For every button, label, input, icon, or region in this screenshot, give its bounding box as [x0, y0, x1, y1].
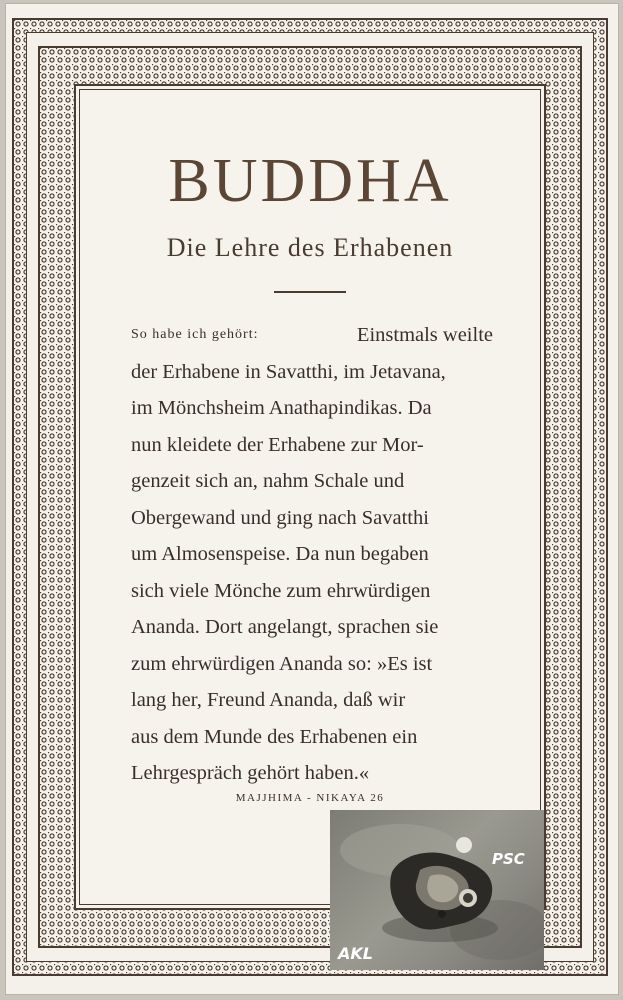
- quote-line: aus dem Munde des Erhabenen ein: [131, 725, 418, 748]
- quote-line: Obergewand und ging nach Savatthi: [131, 506, 429, 529]
- stone-photo-inset: [330, 810, 544, 970]
- text-panel: [74, 84, 546, 910]
- pebble-icon: [456, 837, 472, 853]
- quote-line: um Almosenspeise. Da nun begaben: [131, 543, 429, 565]
- title-divider: [274, 291, 346, 293]
- quote-line: nun kleidete der Erhabene zur Mor-: [131, 433, 424, 456]
- quote-lead: So habe ich gehört:: [131, 327, 259, 342]
- cover-subtitle: Die Lehre des Erhabenen: [166, 233, 454, 262]
- cover-title: BUDDHA: [168, 147, 452, 215]
- quote-line: genzeit sich an, nahm Schale und: [131, 470, 405, 492]
- quote-line-text: Einstmals weilte: [356, 324, 493, 346]
- quote-line: sich viele Mönche zum ehrwürdigen: [131, 579, 431, 602]
- quote-line: Lehrgespräch gehört haben.«: [131, 762, 370, 784]
- quote-line: im Mönchsheim Anathapindikas. Da: [131, 397, 432, 419]
- quote-line: Ananda. Dort angelangt, sprachen sie: [131, 616, 439, 638]
- quote-line: lang her, Freund Ananda, daß wir: [131, 689, 406, 711]
- photo-label-left: AKL: [338, 944, 373, 963]
- photo-label-right: PSC: [492, 850, 525, 868]
- quote-source: MAJJHIMA - NIKAYA 26: [235, 792, 385, 804]
- quote-line: der Erhabene in Savatthi, im Jetavana,: [131, 360, 446, 383]
- quote-block: [131, 317, 493, 792]
- quote-line: [131, 317, 493, 354]
- quote-line: zum ehrwürdigen Ananda so: »Es ist: [131, 652, 433, 675]
